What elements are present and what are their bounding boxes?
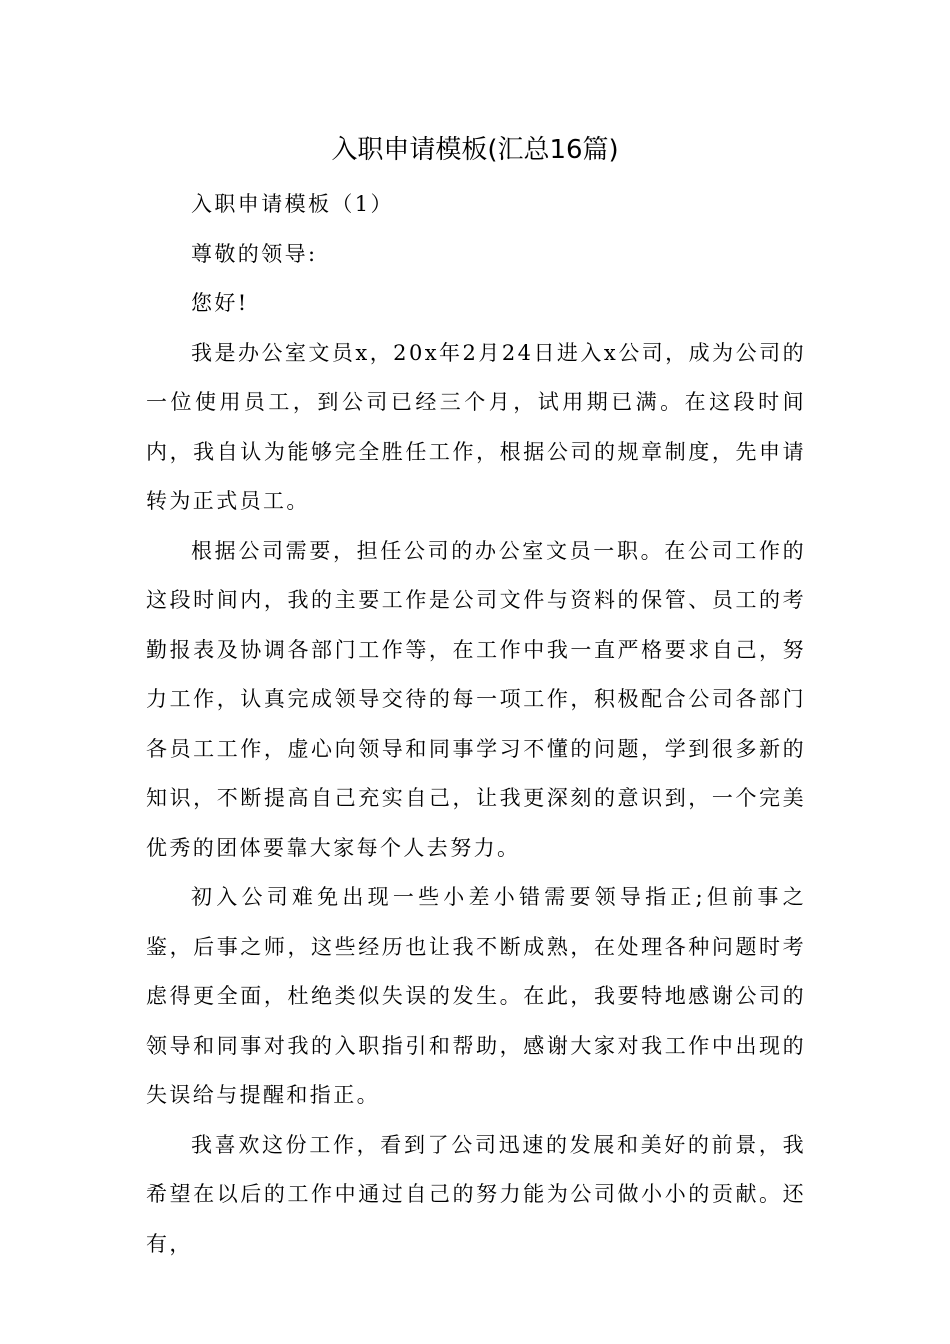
document-title: 入职申请模板(汇总16篇) (331, 135, 619, 165)
paragraph-closing: 我喜欢这份工作，看到了公司迅速的发展和美好的前景，我希望在以后的工作中通过自己的努力能为公司做小小的贡献。还有， (146, 1132, 806, 1256)
paragraph-salutation: 尊敬的领导: (191, 241, 318, 266)
paragraph-duties: 根据公司需要，担任公司的办公室文员一职。在公司工作的这段时间内，我的主要工作是公司文件与资料的保管、员工的考勤报表及协调各部门工作等，在工作中我一直严格要求自己，努力工作，认真完成领导交待的每一项工作，积极配合公司各部门各员工工作，虚心向领导和同事学习不懂的问题，学到很多新的知识，不断提高自己充实自己，让我更深刻的意识到，一个完美优秀的团体要靠大家每个人去努力。 (146, 538, 806, 860)
paragraph-greeting: 您好! (191, 291, 249, 315)
paragraph-section-heading: 入职申请模板（1） (191, 192, 394, 216)
paragraph-mistakes: 初入公司难免出现一些小差小错需要领导指正;但前事之鉴，后事之师，这些经历也让我不断成熟，在处理各种问题时考虑得更全面，杜绝类似失误的发生。在此，我要特地感谢公司的领导和同事对我的入职指引和帮助，感谢大家对我工作中出现的失误给与提醒和指正。 (146, 885, 806, 1107)
document-body (146, 180, 806, 1269)
paragraph-intro: 我是办公室文员x，20x年2月24日进入x公司，成为公司的一位使用员工，到公司已经三个月，试用期已满。在这段时间内，我自认为能够完全胜任工作，根据公司的规章制度，先申请转为正式员工。 (146, 340, 806, 513)
